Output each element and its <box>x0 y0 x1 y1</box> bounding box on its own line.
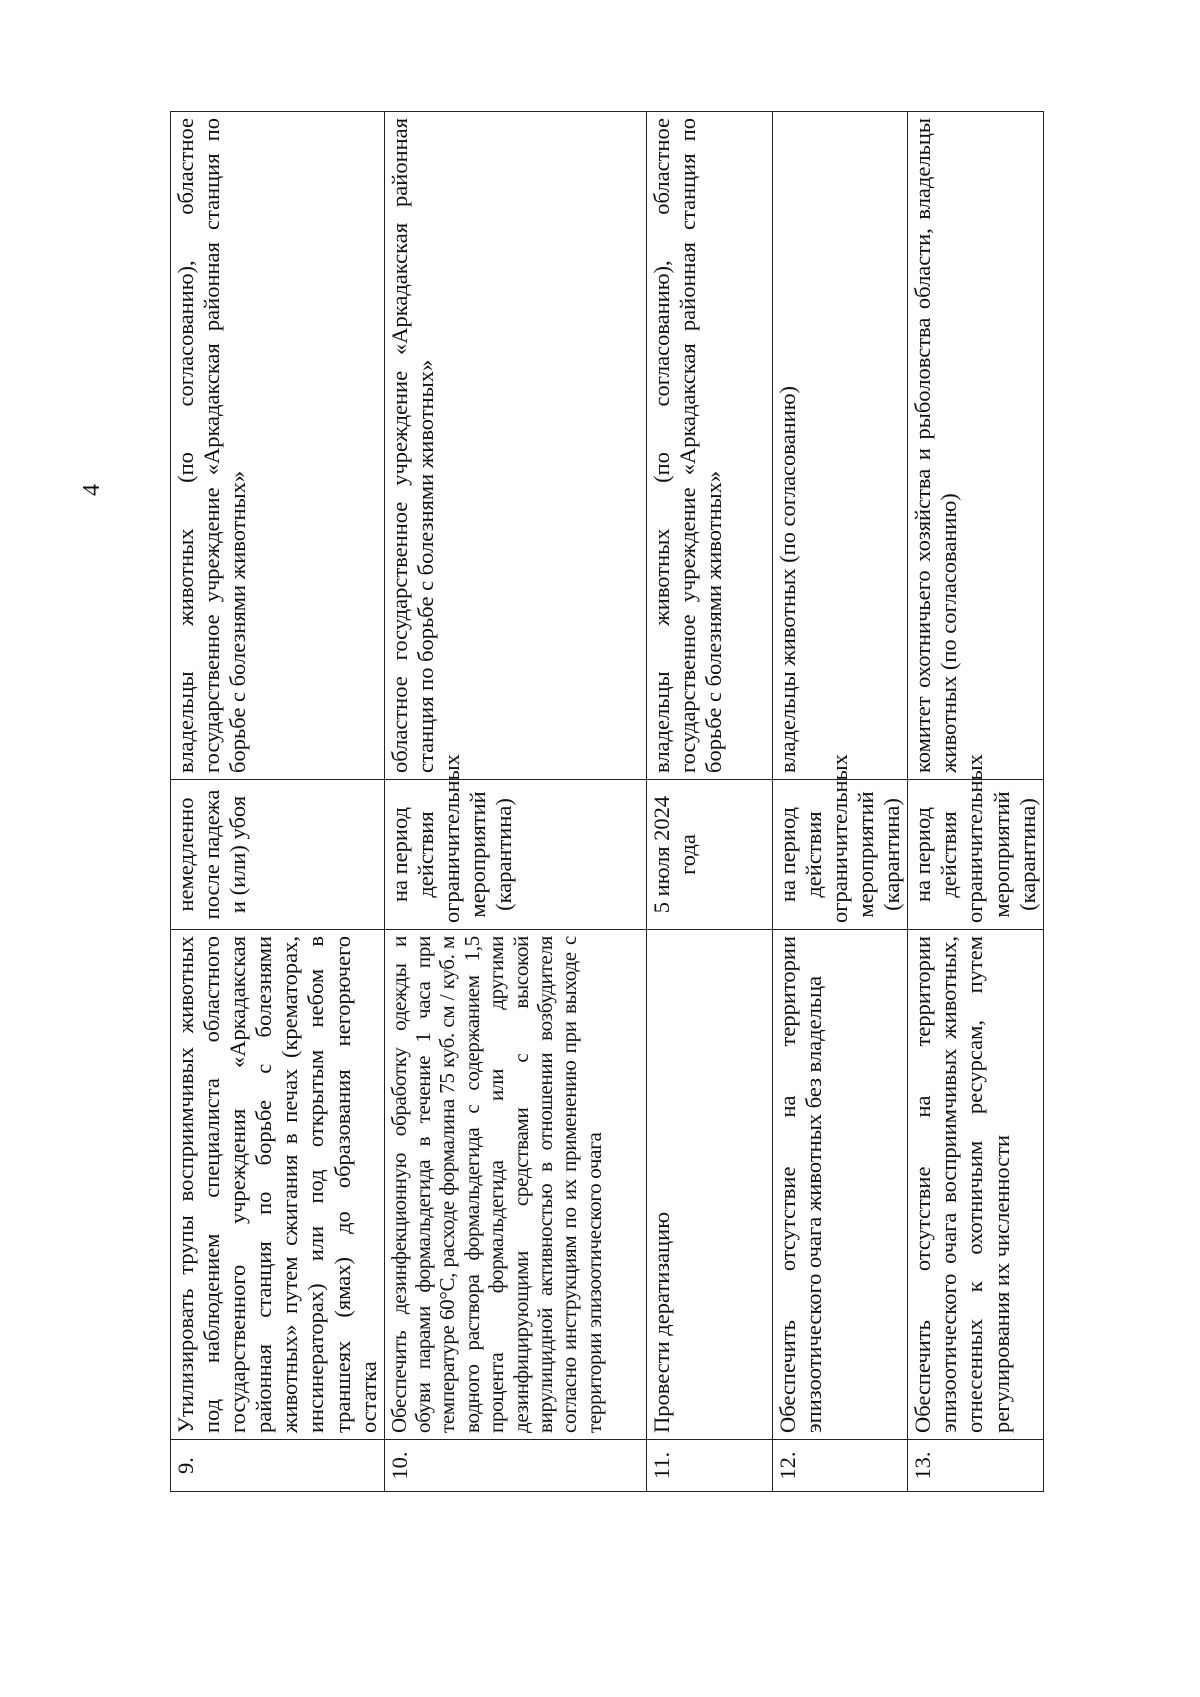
action-cell: Провести дератизацию <box>646 930 772 1440</box>
table-row <box>772 112 907 1492</box>
action-cell: Обеспечить отсутствие на территории эпизоотического очага животных без владельца <box>772 930 907 1440</box>
responsible-cell: владельцы животных (по согласованию), областное государственное учреждение «Аркадакская районная станция по борьбе с болезнями животных» <box>646 112 772 780</box>
row-number: 13. <box>908 1440 1044 1492</box>
table-row <box>171 112 385 1492</box>
term-cell: немедленно после падежа и (или) убоя <box>171 780 385 930</box>
term-cell: на период действия ограничительных мероприятий (карантина) <box>772 780 907 930</box>
row-number: 11. <box>646 1440 772 1492</box>
row-number: 9. <box>171 1440 385 1492</box>
page-number: 4 <box>79 484 105 496</box>
rotated-table-container <box>170 112 1040 1492</box>
action-cell: Обеспечить отсутствие на территории эпизоотического очага восприимчивых животных, отнесенных к охотничьим ресурсам, путем регулирования их численности <box>908 930 1044 1440</box>
table-row <box>908 112 1044 1492</box>
table-row <box>384 112 646 1492</box>
responsible-cell: владельцы животных (по согласованию) <box>772 112 907 780</box>
action-cell: Обеспечить дезинфекционную обработку одежды и обуви парами формальдегида в течение 1 часа при температуре 60°С, расходе формалина 75 куб. см / куб. м водного раствора формальдегида с содержанием 1,5 процента формальдегида или другими дезинфицирующими средствами с высокой вирулицидной активностью в отношении возбудителя согласно инструкциям по их применению при выходе с территории эпизоотического очага <box>384 930 646 1440</box>
table-row <box>646 112 772 1492</box>
term-cell: на период действия ограничительных мероприятий (карантина) <box>384 780 646 930</box>
responsible-cell: владельцы животных (по согласованию), областное государственное учреждение «Аркадакская районная станция по борьбе с болезнями животных» <box>171 112 385 780</box>
row-number: 10. <box>384 1440 646 1492</box>
row-number: 12. <box>772 1440 907 1492</box>
measures-table <box>170 111 1044 1492</box>
responsible-cell: областное государственное учреждение «Аркадакская районная станция по борьбе с болезнями животных» <box>384 112 646 780</box>
responsible-cell: комитет охотничьего хозяйства и рыболовства области, владельцы животных (по согласованию) <box>908 112 1044 780</box>
term-cell: 5 июля 2024 года <box>646 780 772 930</box>
term-cell: на период действия ограничительных мероприятий (карантина) <box>908 780 1044 930</box>
action-cell: Утилизировать трупы восприимчивых животных под наблюдением специалиста областного государственного учреждения «Аркадакская районная станция по борьбе с болезнями животных» путем сжигания в печах (крематорах, инсинераторах) или под открытым небом в траншеях (ямах) до образования негорючего остатка <box>171 930 385 1440</box>
